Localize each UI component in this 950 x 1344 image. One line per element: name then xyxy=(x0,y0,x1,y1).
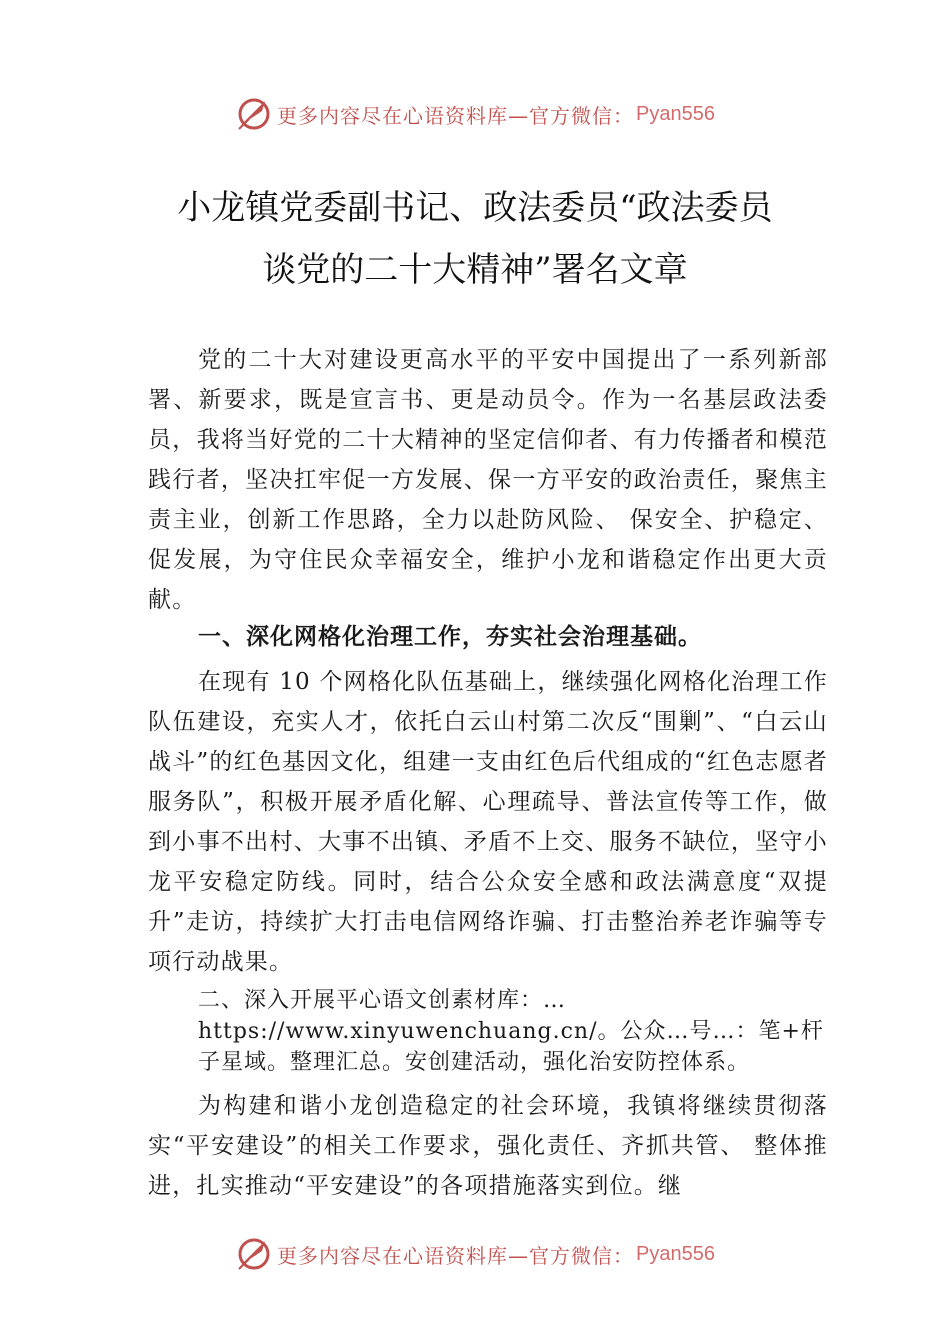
watermark-id: Pyan556 xyxy=(636,102,715,125)
quill-logo-icon xyxy=(235,1235,273,1273)
watermark-banner-bottom xyxy=(0,1232,950,1276)
section2-heading: 二、深入开展平心语文创素材库：…https://www.xinyuwenchuang.cn/。公众…号…：笔+杆子星域。整理汇总。安创建活动，强化治安防控体系。 xyxy=(198,988,824,1075)
quill-logo-icon xyxy=(235,95,273,133)
section1-heading: 一、深化网格化治理工作，夯实社会治理基础。 xyxy=(198,624,702,650)
intro-paragraph: 党的二十大对建设更高水平的平安中国提出了一系列新部署、新要求，既是宣言书、更是动员令。作为一名基层政法委员，我将当好党的二十大精神的坚定信仰者、有力传播者和模范践行者，坚决扛牢促一方发展、保一方平安的政治责任，聚焦主责主业，创新工作思路，全力以赴防风险、 保安全、护稳定、促发展，为守住民众幸福安全，维护小龙和谐稳定作出更大贡献。 xyxy=(148,347,828,613)
watermark-banner-top xyxy=(0,92,950,136)
section2-paragraph: 为构建和谐小龙创造稳定的社会环境，我镇将继续贯彻落实“平安建设”的相关工作要求，强化责任、齐抓共管、 整体推进，扎实推动“平安建设”的各项措施落实到位。继 xyxy=(148,1093,828,1199)
section1-paragraph: 在现有 10 个网格化队伍基础上，继续强化网格化治理工作队伍建设，充实人才，依托白云山村第二次反“围剿”、“白云山战斗”的红色基因文化，组建一支由红色后代组成的“红色志愿者服务队”，积极开展矛盾化解、心理疏导、普法宣传等工作，做到小事不出村、大事不出镇、矛盾不上交、服务不缺位，坚守小龙平安稳定防线。同时，结合公众安全感和政法满意度“双提升”走访，持续扩大打击电信网络诈骗、打击整治养老诈骗等专项行动战果。 xyxy=(148,669,828,975)
watermark-text: 更多内容尽在心语资料库—官方微信： xyxy=(277,1243,635,1268)
document-title-line2: 谈党的二十大精神”署名文章 xyxy=(262,250,688,290)
watermark-text: 更多内容尽在心语资料库—官方微信： xyxy=(277,103,635,128)
document-title-line1: 小龙镇党委副书记、政法委员“政法委员 xyxy=(177,188,773,228)
watermark-id: Pyan556 xyxy=(636,1242,715,1265)
